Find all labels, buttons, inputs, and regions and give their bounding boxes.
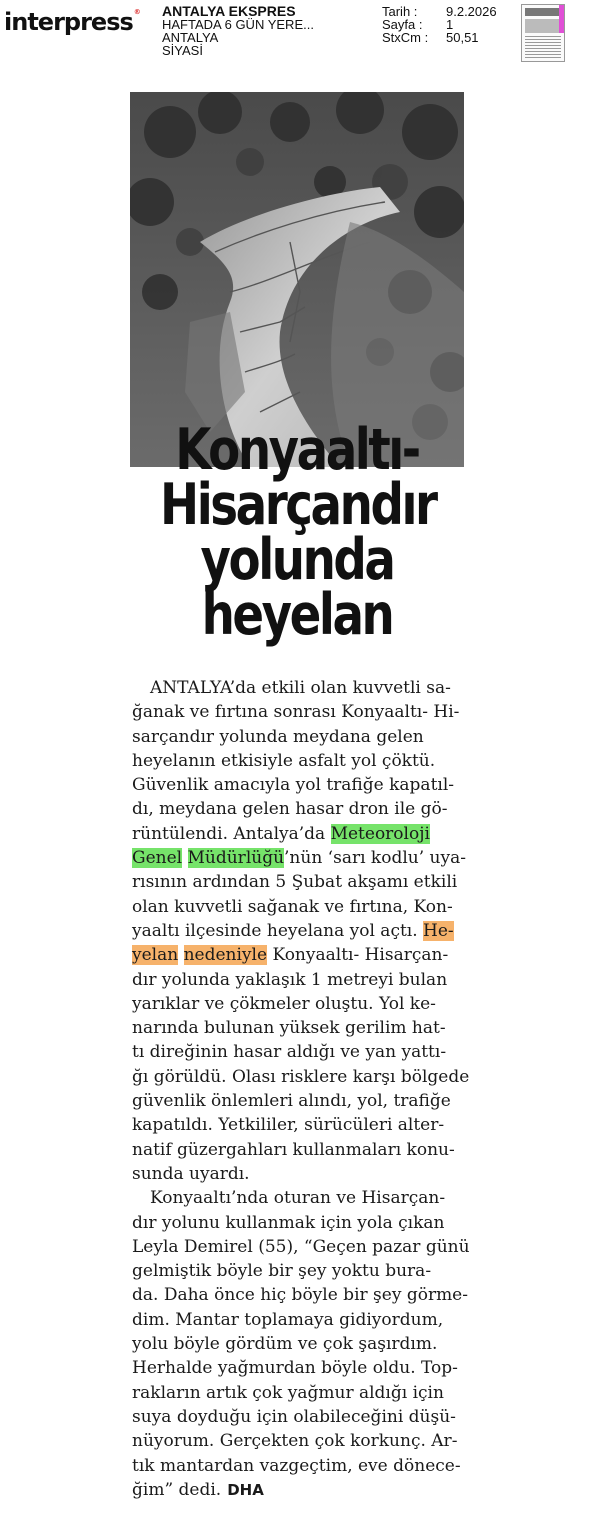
stxcm-value: 50,51 <box>446 30 479 45</box>
stxcm-row <box>382 31 497 44</box>
headline-line: Hisarçandır <box>160 472 436 538</box>
text-line: ğim” dedi. DHA <box>132 1479 264 1500</box>
date-label: Tarih : <box>382 4 418 19</box>
text-line: heyelanın etkisiyle asfalt yol çöktü. <box>132 750 436 771</box>
text-line: suya doyduğu için olabileceğini düşü- <box>132 1406 456 1427</box>
agency-signature: DHA <box>227 1480 264 1499</box>
headline-line: Konyaaltı- <box>175 417 419 483</box>
text-line: rısının ardından 5 Şubat akşamı etkili <box>132 872 458 893</box>
publication-section: SİYASİ <box>162 43 203 58</box>
page-thumbnail[interactable] <box>521 4 565 62</box>
text-line: ANTALYA’da etkili olan kuvvetli sa- <box>150 678 451 698</box>
publication-city: ANTALYA <box>162 30 219 45</box>
text-line: ğanak ve fırtına sonrası Konyaaltı- Hi- <box>132 702 460 723</box>
clipping-meta <box>382 5 497 44</box>
highlight-he: He- <box>423 920 454 941</box>
interpress-logo: interpress® <box>4 8 140 36</box>
highlight-meteoroloji: Meteoroloji <box>330 823 430 844</box>
publication-name: ANTALYA EKSPRES <box>162 3 296 19</box>
text-line: yaaltı ilçesinde heyelana yol açtı. He- <box>132 920 454 941</box>
publication-info <box>162 5 314 57</box>
text-line: dı, meydana gelen hasar dron ile gö- <box>132 799 448 820</box>
text-line: Güvenlik amacıyla yol trafiğe kapatıl- <box>132 775 455 796</box>
text-line: sunda uyardı. <box>132 1163 250 1184</box>
text-line: olan kuvvetli sağanak ve fırtına, Kon- <box>132 896 453 917</box>
highlight-mudurlugu: Müdürlüğü <box>187 848 285 869</box>
stxcm-label: StxCm : <box>382 30 429 45</box>
page-label: Sayfa : <box>382 17 423 32</box>
text-line: dim. Mantar toplamaya gidiyordum, <box>132 1309 444 1330</box>
landslide-photo <box>130 92 464 467</box>
text-line: tı direğinin hasar aldığı ve yan yattı- <box>132 1042 447 1063</box>
text-line: Konyaaltı’nda oturan ve Hisarçan- <box>150 1188 446 1209</box>
text-line: narında bulunan yüksek gerilim hat- <box>132 1018 446 1039</box>
text-line: Genel Müdürlüğü’nün ‘sarı kodlu’ uya- <box>132 848 466 869</box>
text-line: Herhalde yağmurdan böyle oldu. Top- <box>132 1358 458 1379</box>
text-line: yolu böyle gördüm ve çok şaşırdım. <box>132 1334 438 1355</box>
article-body <box>132 676 470 1502</box>
text-line: da. Daha önce hiç böyle bir şey görme- <box>132 1285 468 1306</box>
text-line: yarıklar ve çökmeler oluştu. Yol ke- <box>132 993 436 1014</box>
text-line: nüyorum. Gerçekten çok korkunç. Ar- <box>132 1431 458 1452</box>
text-line: sarçandır yolunda meydana gelen <box>132 726 424 747</box>
text-line: dır yolunda yaklaşık 1 metreyi bulan <box>132 969 448 990</box>
publication-frequency: HAFTADA 6 GÜN YERE... <box>162 17 314 32</box>
headline-line: heyelan <box>201 582 393 648</box>
highlight-nedeniyle: nedeniyle <box>183 945 268 966</box>
text-line: güvenlik önlemleri alındı, yol, trafiğe <box>132 1091 451 1112</box>
highlight-genel: Genel <box>132 848 183 869</box>
text-line: ğı görüldü. Olası risklere karşı bölgede <box>132 1066 470 1087</box>
text-line: kapatıldı. Yetkililer, sürücüleri alter- <box>132 1115 445 1136</box>
headline <box>130 417 464 648</box>
highlight-yelan: yelan <box>132 945 179 966</box>
text-line: natif güzergahları kullanmaları konu- <box>132 1139 455 1160</box>
page-value: 1 <box>446 17 454 32</box>
text-line: yelan nedeniyle Konyaaltı- Hisarçan- <box>132 945 449 966</box>
text-line: rakların artık çok yağmur aldığı için <box>132 1382 444 1403</box>
text-line: tık mantardan vazgeçtim, eve dönece- <box>132 1455 461 1476</box>
text-line: rüntülendi. Antalya’da Meteoroloji <box>132 823 430 844</box>
headline-line: yolunda <box>200 527 394 593</box>
date-value: 9.2.2026 <box>446 4 497 19</box>
text-line: Leyla Demirel (55), “Geçen pazar günü <box>132 1236 470 1257</box>
text-line: gelmiştik böyle bir şey yoktu bura- <box>132 1261 432 1282</box>
text-line: dır yolunu kullanmak için yola çıkan <box>132 1212 445 1233</box>
